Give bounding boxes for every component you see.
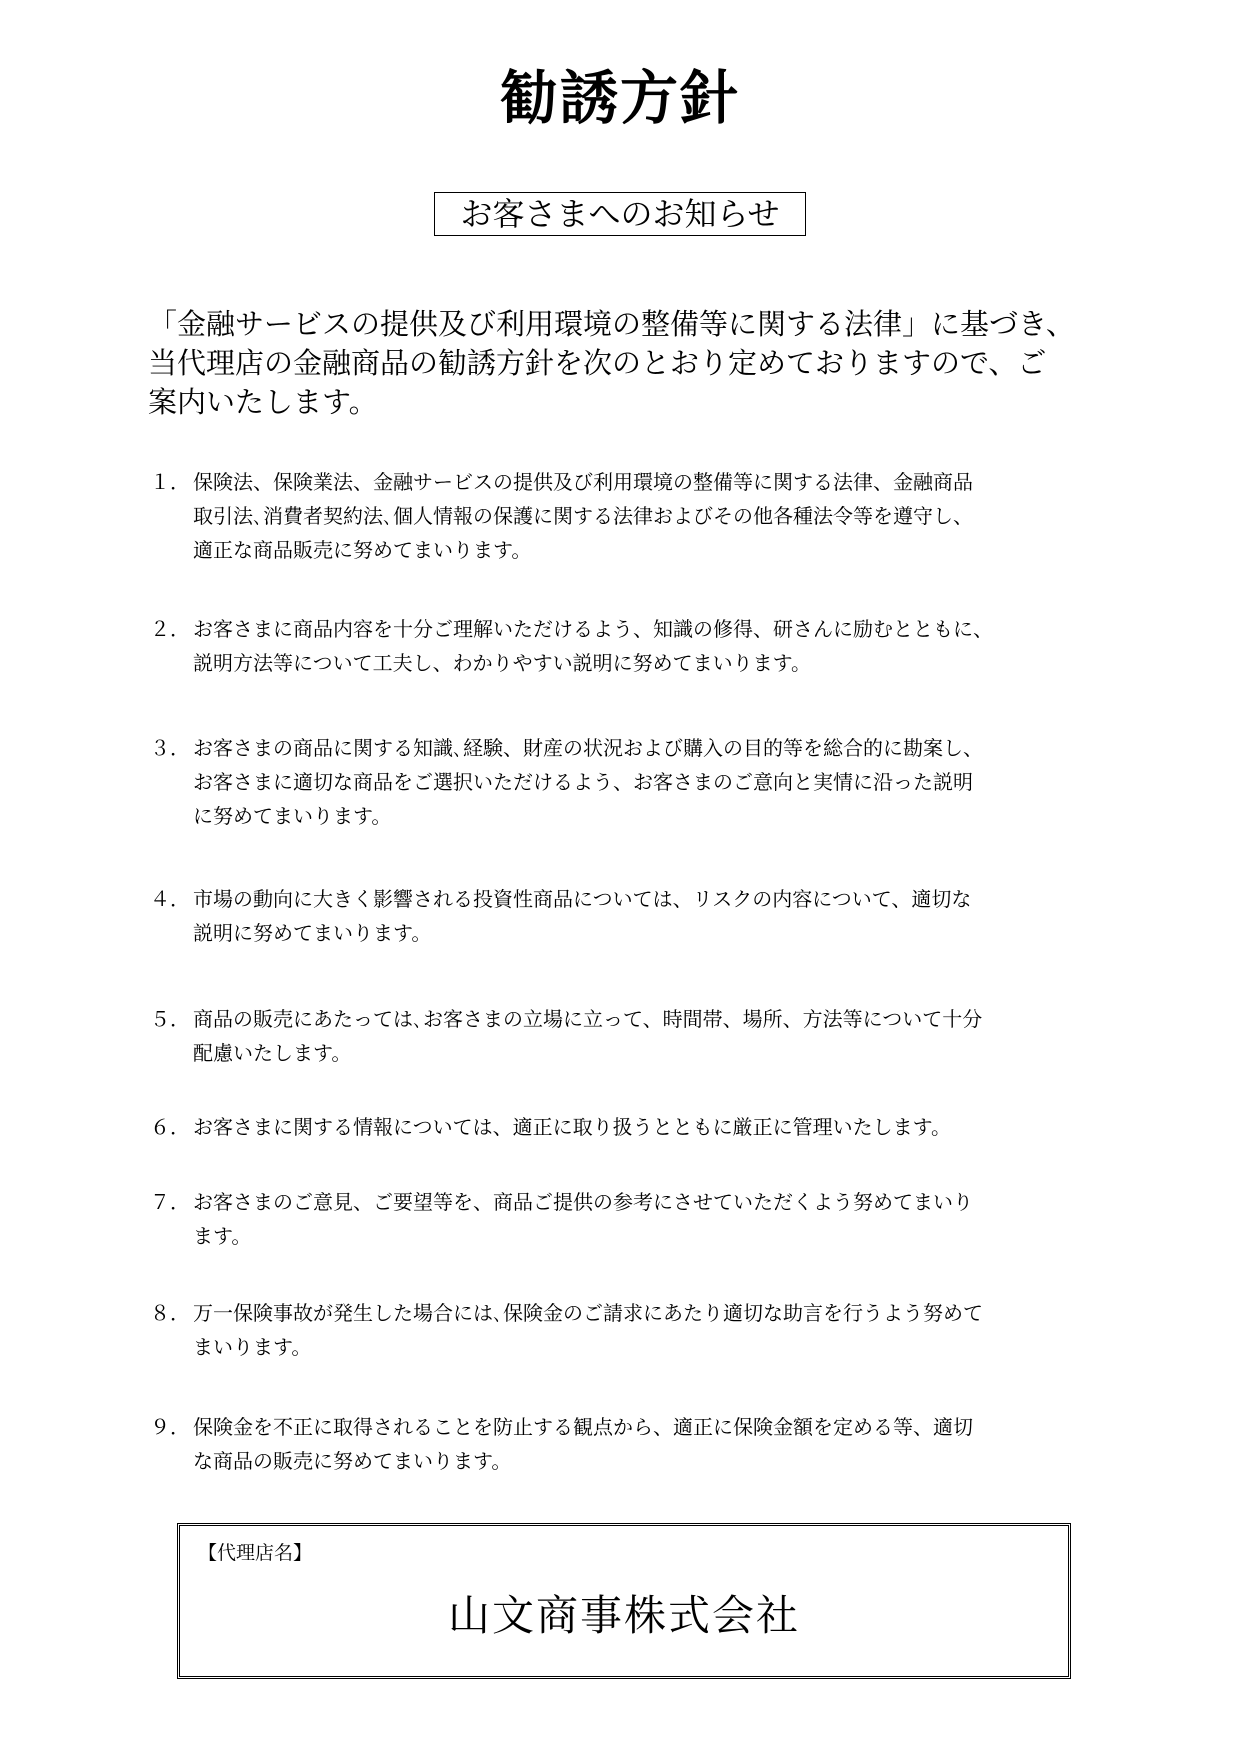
policy-number: ２．	[150, 617, 190, 641]
policy-line: お客さまに商品内容を十分ご理解いただけるよう、知識の修得、研さんに励むとともに、	[193, 617, 993, 641]
policy-item-1	[150, 465, 1100, 567]
policy-line: 保険金を不正に取得されることを防止する観点から、適正に保険金額を定める等、適切	[193, 1415, 973, 1439]
policy-number: ５．	[150, 1007, 190, 1031]
policy-item-8	[150, 1296, 1100, 1364]
policy-number: ７．	[150, 1190, 190, 1214]
policy-line: 万一保険事故が発生した場合には､保険金のご請求にあたり適切な助言を行うよう努めて	[193, 1301, 983, 1325]
policy-line: まいります。	[193, 1335, 312, 1359]
policy-line: 市場の動向に大きく影響される投資性商品については、リスクの内容について、適切な	[193, 887, 972, 911]
policy-line: な商品の販売に努めてまいります。	[193, 1449, 512, 1473]
policy-line: 説明方法等について工夫し、わかりやすい説明に努めてまいります。	[193, 651, 811, 675]
policy-text	[193, 882, 1100, 950]
policy-line: 取引法､消費者契約法､個人情報の保護に関する法律およびその他各種法令等を遵守し、	[193, 504, 973, 528]
policy-text	[193, 1410, 1100, 1478]
policy-line: 配慮いたします。	[193, 1041, 352, 1065]
policy-number: ３．	[150, 736, 190, 760]
policy-line: お客さまに適切な商品をご選択いただけるよう、お客さまのご意向と実情に沿った説明	[193, 770, 973, 794]
policy-line: 適正な商品販売に努めてまいります。	[193, 538, 532, 562]
policy-line: に努めてまいります。	[193, 804, 392, 828]
policy-line: お客さまの商品に関する知識､経験、財産の状況および購入の目的等を総合的に勘案し、	[193, 736, 983, 760]
intro-line: 「金融サービスの提供及び利用環境の整備等に関する法律」に基づき、	[148, 307, 1075, 341]
policy-number: ８．	[150, 1301, 190, 1325]
policy-line: 説明に努めてまいります。	[193, 921, 432, 945]
policy-item-5	[150, 1002, 1100, 1070]
policy-line: ます。	[193, 1224, 252, 1248]
policy-text	[193, 1296, 1100, 1364]
policy-item-4	[150, 882, 1100, 950]
policy-item-2	[150, 612, 1100, 680]
policy-text	[193, 1185, 1100, 1253]
policy-number: ４．	[150, 887, 190, 911]
policy-item-3	[150, 731, 1100, 833]
intro-line: 案内いたします。	[148, 385, 378, 419]
policy-number: ９．	[150, 1415, 190, 1439]
policy-line: お客さまのご意見、ご要望等を、商品ご提供の参考にさせていただくよう努めてまいり	[193, 1190, 973, 1214]
policy-line: 商品の販売にあたっては､お客さまの立場に立って、時間帯、場所、方法等について十分	[193, 1007, 983, 1031]
policy-item-6	[150, 1110, 1100, 1144]
page-title: 勧誘方針	[499, 64, 740, 132]
policy-text	[193, 731, 1100, 833]
policy-line: お客さまに関する情報については、適正に取り扱うとともに厳正に管理いたします。	[193, 1115, 951, 1139]
policy-item-9	[150, 1410, 1100, 1478]
policy-text	[193, 612, 1100, 680]
policy-number: ６．	[150, 1115, 190, 1139]
agent-name: 山文商事株式会社	[447, 1591, 800, 1640]
policy-number: １．	[150, 470, 190, 494]
agent-box	[177, 1523, 1071, 1679]
intro-line: 当代理店の金融商品の勧誘方針を次のとおり定めておりますので、ご	[148, 346, 1047, 380]
policy-item-7	[150, 1185, 1100, 1253]
policy-text	[193, 465, 1100, 567]
policy-text	[193, 1110, 1100, 1144]
notice-heading: お客さまへのお知らせ	[434, 192, 806, 236]
agent-label: 【代理店名】	[198, 1542, 313, 1564]
policy-text	[193, 1002, 1100, 1070]
policy-line: 保険法、保険業法、金融サービスの提供及び利用環境の整備等に関する法律、金融商品	[193, 470, 973, 494]
